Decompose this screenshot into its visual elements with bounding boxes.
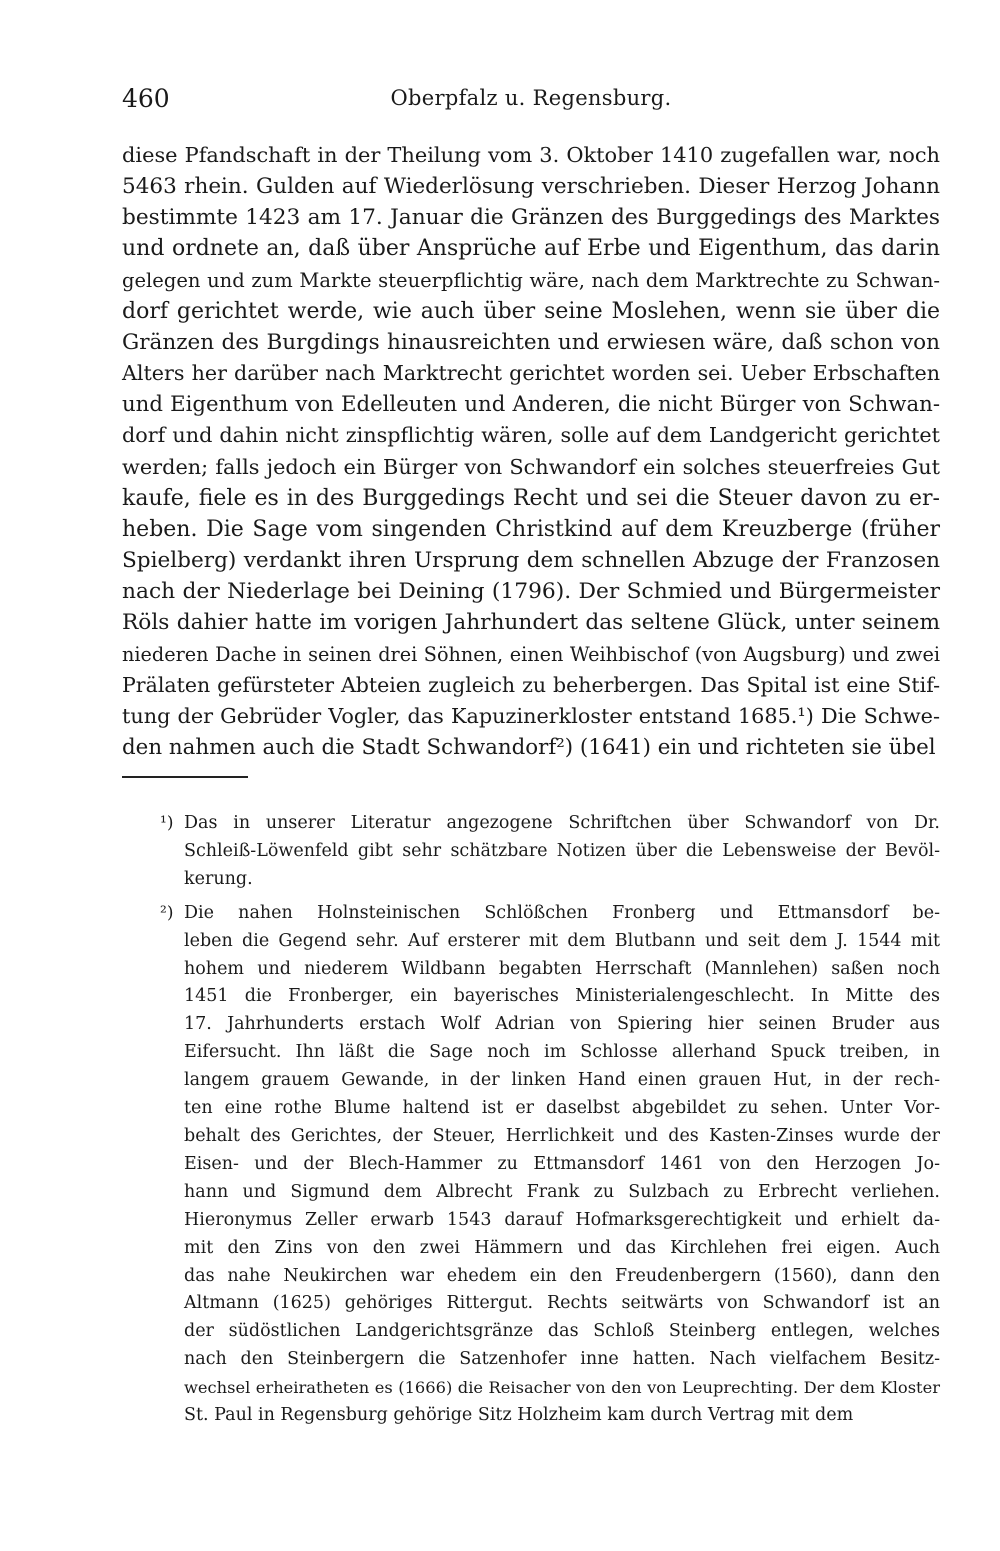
footnote (122, 900, 940, 1430)
footnote-mark: ¹) (160, 813, 174, 833)
footnote-line: hann und Sigmund dem Albrecht Frank zu Sulzbach zu Erbrecht verliehen. (184, 1181, 940, 1202)
footnote-line: kerung. (184, 868, 253, 889)
text-line: kaufe, fiele es in des Burggedings Recht und sei die Steuer davon zu er- (122, 485, 940, 511)
text-line: nach der Niederlage bei Deining (1796). Der Schmied und Bürgermeister (122, 579, 940, 605)
footnote-line: behalt des Gerichtes, der Steuer, Herrlichkeit und des Kasten-Zinses wurde der (184, 1125, 940, 1146)
running-head: Oberpfalz u. Regensburg. (390, 86, 672, 110)
footnote-line: das nahe Neukirchen war ehedem ein den Freudenbergern (1560), dann den (184, 1265, 940, 1286)
text-line: Gränzen des Burgdings hinausreichten und erwiesen wäre, daß schon von (122, 329, 940, 355)
footnote (122, 810, 940, 894)
footnote-line: Hieronymus Zeller erwarb 1543 darauf Hofmarksgerechtigkeit und erhielt da- (184, 1209, 940, 1230)
text-line: und Eigenthum von Edelleuten und Anderen, die nicht Bürger von Schwan- (122, 392, 940, 418)
text-line: und ordnete an, daß über Ansprüche auf Erbe und Eigenthum, das darin (122, 236, 940, 262)
text-line: Alters her darüber nach Marktrecht gerichtet worden sei. Ueber Erbschaften (122, 361, 940, 386)
footnote-line: St. Paul in Regensburg gehörige Sitz Holzheim kam durch Vertrag mit dem (184, 1405, 854, 1426)
main-text (122, 140, 940, 763)
footnote-line: leben die Gegend sehr. Auf ersterer mit dem Blutbann und seit dem J. 1544 mit (184, 930, 940, 951)
footnote-rule (122, 776, 248, 778)
footnote-line: mit den Zins von den zwei Hämmern und das Kirchlehen frei eigen. Auch (184, 1237, 940, 1258)
text-line: den nahmen auch die Stadt Schwandorf²) (1641) ein und richteten sie übel (122, 734, 936, 760)
footnote-line: Das in unserer Literatur angezogene Schriftchen über Schwandorf von Dr. (184, 813, 940, 833)
text-line: Spielberg) verdankt ihren Ursprung dem schnellen Abzuge der Franzosen (122, 548, 940, 574)
text-line: Röls dahier hatte im vorigen Jahrhundert das seltene Glück, unter seinem (122, 610, 940, 636)
text-line: werden; falls jedoch ein Bürger von Schwandorf ein solches steuerfreies Gut (122, 454, 940, 479)
page-number: 460 (122, 84, 170, 113)
footnote-line: langem grauem Gewande, in der linken Hand einen grauen Hut, in der rech- (184, 1070, 940, 1091)
footnote-line: Die nahen Holnsteinischen Schlößchen Fronberg und Ettmansdorf be- (184, 902, 940, 923)
page-header (122, 84, 940, 120)
footnote-line: 1451 die Fronberger, ein bayerisches Ministerialengeschlecht. In Mitte des (184, 986, 940, 1007)
footnote-line: ten eine rothe Blume haltend ist er daselbst abgebildet zu sehen. Unter Vor- (184, 1098, 940, 1119)
footnote-line: nach den Steinbergern die Satzenhofer inne hatten. Nach vielfachem Besitz- (184, 1349, 940, 1370)
footnote-line: wechsel erheiratheten es (1666) die Reisacher von den von Leuprechting. Der dem Kloster (184, 1378, 940, 1398)
footnote-line: der südöstlichen Landgerichtsgränze das Schloß Steinberg entlegen, welches (184, 1321, 940, 1342)
text-line: 5463 rhein. Gulden auf Wiederlösung verschrieben. Dieser Herzog Johann (122, 174, 940, 200)
footnote-line: Altmann (1625) gehöriges Rittergut. Rechts seitwärts von Schwandorf ist an (184, 1293, 940, 1314)
text-line: gelegen und zum Markte steuerpflichtig wäre, nach dem Marktrechte zu Schwan- (122, 268, 940, 292)
text-line: heben. Die Sage vom singenden Christkind auf dem Kreuzberge (früher (122, 516, 940, 542)
footnote-mark: ²) (160, 902, 174, 923)
footnote-line: Eifersucht. Ihn läßt die Sage noch im Schlosse allerhand Spuck treiben, in (184, 1042, 940, 1063)
text-line: Prälaten gefürsteter Abteien zugleich zu beherbergen. Das Spital ist eine Stif- (122, 672, 940, 697)
text-line: dorf gerichtet werde, wie auch über seine Moslehen, wenn sie über die (122, 298, 940, 324)
text-line: tung der Gebrüder Vogler, das Kapuzinerkloster entstand 1685.¹) Die Schwe- (122, 703, 940, 728)
footnote-line: 17. Jahrhunderts erstach Wolf Adrian von Spiering hier seinen Bruder aus (184, 1014, 940, 1035)
footnote-line: Eisen- und der Blech-Hammer zu Ettmansdorf 1461 von den Herzogen Jo- (184, 1153, 940, 1174)
text-line: bestimmte 1423 am 17. Januar die Gränzen des Burggedings des Marktes (122, 205, 940, 231)
footnote-line: Schleiß-Löwenfeld gibt sehr schätzbare Notizen über die Lebensweise der Bevöl- (184, 840, 940, 861)
text-line: diese Pfandschaft in der Theilung vom 3. Oktober 1410 zugefallen war, noch (122, 143, 940, 167)
footnote-line: hohem und niederem Wildbann begabten Herrschaft (Mannlehen) saßen noch (184, 958, 940, 979)
text-line: dorf und dahin nicht zinspflichtig wären, solle auf dem Landgericht gerichtet (122, 423, 940, 448)
footnotes (122, 810, 940, 1436)
text-line: niederen Dache in seinen drei Söhnen, einen Weihbischof (von Augsburg) und zwei (122, 642, 940, 666)
